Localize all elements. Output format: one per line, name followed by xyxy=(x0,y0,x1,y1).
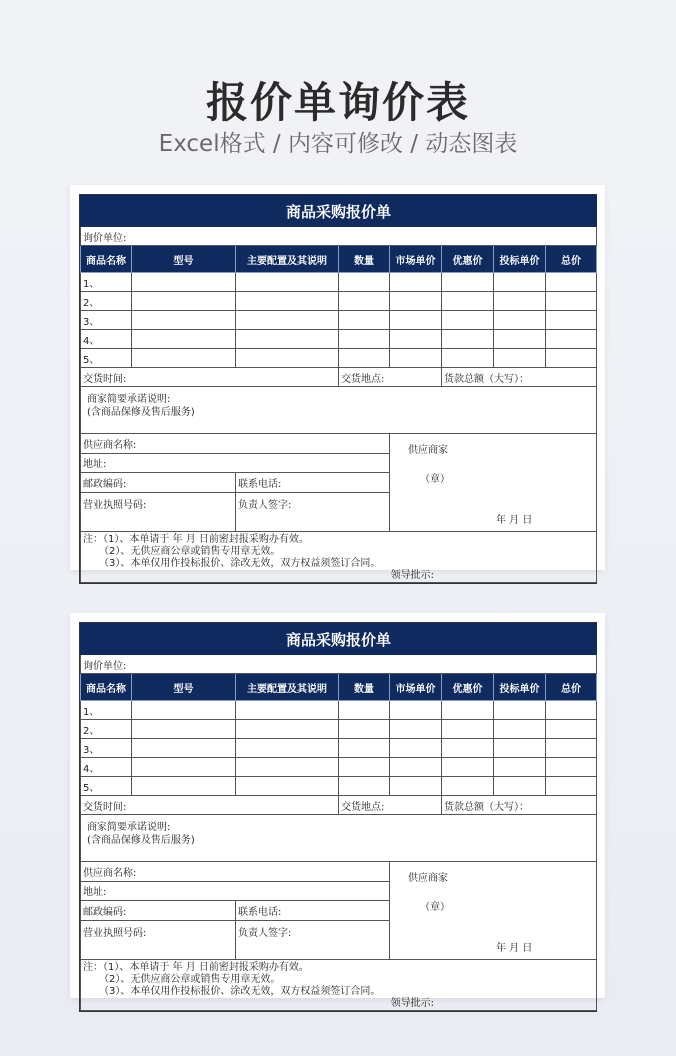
cell[interactable] xyxy=(546,311,597,330)
delivery-place-label: 交货地点: xyxy=(339,796,442,815)
cell[interactable] xyxy=(494,739,546,758)
item-row xyxy=(81,330,597,349)
col-header: 投标单价 xyxy=(494,246,546,273)
col-header: 商品名称 xyxy=(81,246,132,273)
row-number: 2、 xyxy=(81,292,132,311)
item-row xyxy=(81,777,597,796)
cell[interactable] xyxy=(494,311,546,330)
col-header: 优惠价 xyxy=(442,246,494,273)
delivery-time-label: 交货时间: xyxy=(81,796,339,815)
cell[interactable] xyxy=(236,349,339,368)
cell[interactable] xyxy=(546,758,597,777)
col-header: 优惠价 xyxy=(442,674,494,701)
col-header: 数量 xyxy=(339,674,390,701)
signature-label: 负责人签字: xyxy=(236,492,390,531)
quote-sheet xyxy=(79,194,597,584)
date-label: 年 月 日 xyxy=(496,943,533,954)
promise-label: 商家简要承诺说明: xyxy=(87,822,171,833)
cell[interactable] xyxy=(390,758,442,777)
total-amount-label: 货款总额（大写）： xyxy=(442,796,597,815)
postal-code-label: 邮政编码: xyxy=(81,901,236,921)
cell[interactable] xyxy=(339,777,390,796)
cell[interactable] xyxy=(132,701,236,720)
cell[interactable] xyxy=(236,720,339,739)
cell[interactable] xyxy=(339,758,390,777)
license-label: 营业执照号码: xyxy=(81,920,236,959)
license-label: 营业执照号码: xyxy=(81,492,236,531)
promise-note: (含商品保修及售后服务) xyxy=(87,407,195,418)
form-card-2 xyxy=(70,613,605,1009)
col-header: 数量 xyxy=(339,246,390,273)
cell[interactable] xyxy=(236,739,339,758)
item-row xyxy=(81,273,597,292)
phone-label: 联系电话: xyxy=(236,901,390,921)
cell[interactable] xyxy=(339,273,390,292)
cell[interactable] xyxy=(132,720,236,739)
quote-sheet xyxy=(79,622,597,1012)
cell[interactable] xyxy=(390,292,442,311)
date-label: 年 月 日 xyxy=(496,515,533,526)
cell[interactable] xyxy=(494,701,546,720)
col-header: 总价 xyxy=(546,246,597,273)
cell[interactable] xyxy=(546,292,597,311)
col-header: 市场单价 xyxy=(390,246,442,273)
address-label: 地址: xyxy=(81,881,390,901)
col-header: 主要配置及其说明 xyxy=(236,246,339,273)
address-label: 地址: xyxy=(81,453,390,473)
row-number: 4、 xyxy=(81,330,132,349)
cell[interactable] xyxy=(132,311,236,330)
item-row xyxy=(81,758,597,777)
col-header: 主要配置及其说明 xyxy=(236,674,339,701)
col-header: 总价 xyxy=(546,674,597,701)
supplier-name-label: 供应商名称: xyxy=(81,434,390,454)
cell[interactable] xyxy=(390,701,442,720)
item-row xyxy=(81,739,597,758)
row-number: 5、 xyxy=(81,777,132,796)
cell[interactable] xyxy=(390,330,442,349)
notes-cell xyxy=(81,532,597,583)
cell[interactable] xyxy=(132,330,236,349)
cell[interactable] xyxy=(494,720,546,739)
cell[interactable] xyxy=(236,311,339,330)
quote-table xyxy=(80,623,597,1011)
cell[interactable] xyxy=(339,349,390,368)
cell[interactable] xyxy=(339,311,390,330)
promise-cell[interactable] xyxy=(81,387,597,434)
cell[interactable] xyxy=(442,273,494,292)
cell[interactable] xyxy=(442,292,494,311)
col-header: 市场单价 xyxy=(390,674,442,701)
note-3: （3）、本单仅用作投标报价、涂改无效，双方权益须签订合同。 xyxy=(99,558,381,569)
cell[interactable] xyxy=(546,777,597,796)
cell[interactable] xyxy=(132,758,236,777)
leader-approval-label: 领导批示: xyxy=(390,998,435,1009)
note-2: （2）、无供应商公章或销售专用章无效。 xyxy=(99,974,281,985)
form-card-1 xyxy=(70,185,605,581)
col-header: 型号 xyxy=(132,246,236,273)
promise-note: (含商品保修及售后服务) xyxy=(87,835,195,846)
form-title: 商品采购报价单 xyxy=(81,196,597,227)
cell[interactable] xyxy=(442,758,494,777)
note-1: 注：（1）、本单请于 年 月 日前密封报采购办有效。 xyxy=(83,962,309,973)
cell[interactable] xyxy=(494,273,546,292)
cell[interactable] xyxy=(390,311,442,330)
header-row xyxy=(81,246,597,273)
quote-table xyxy=(80,195,597,583)
promise-label: 商家简要承诺说明: xyxy=(87,394,171,405)
cell[interactable] xyxy=(442,349,494,368)
cell[interactable] xyxy=(236,758,339,777)
postal-code-label: 邮政编码: xyxy=(81,473,236,493)
cell[interactable] xyxy=(339,701,390,720)
note-1: 注：（1）、本单请于 年 月 日前密封报采购办有效。 xyxy=(83,534,309,545)
cell[interactable] xyxy=(390,273,442,292)
cell[interactable] xyxy=(442,311,494,330)
col-header: 商品名称 xyxy=(81,674,132,701)
cell[interactable] xyxy=(494,758,546,777)
cell[interactable] xyxy=(236,330,339,349)
cell[interactable] xyxy=(442,777,494,796)
row-number: 5、 xyxy=(81,349,132,368)
cell[interactable] xyxy=(494,777,546,796)
promise-cell[interactable] xyxy=(81,815,597,862)
stamp-label: （章） xyxy=(420,902,450,913)
hero-subtitle: Excel格式 / 内容可修改 / 动态图表 xyxy=(158,131,518,157)
cell[interactable] xyxy=(132,349,236,368)
notes-cell xyxy=(81,960,597,1011)
total-amount-label: 货款总额（大写）： xyxy=(442,368,597,387)
cell[interactable] xyxy=(390,739,442,758)
supplier-stamp-label: 供应商家 xyxy=(408,445,448,456)
cell[interactable] xyxy=(132,292,236,311)
cell[interactable] xyxy=(132,273,236,292)
row-number: 1、 xyxy=(81,273,132,292)
cell[interactable] xyxy=(236,701,339,720)
stamp-label: （章） xyxy=(420,474,450,485)
supplier-stamp-area xyxy=(390,862,597,960)
cell[interactable] xyxy=(236,273,339,292)
form-title: 商品采购报价单 xyxy=(81,624,597,655)
cell[interactable] xyxy=(390,349,442,368)
cell[interactable] xyxy=(339,720,390,739)
item-row xyxy=(81,349,597,368)
cell[interactable] xyxy=(546,720,597,739)
delivery-time-label: 交货时间: xyxy=(81,368,339,387)
supplier-stamp-label: 供应商家 xyxy=(408,873,448,884)
cell[interactable] xyxy=(546,330,597,349)
cell[interactable] xyxy=(132,777,236,796)
row-number: 3、 xyxy=(81,739,132,758)
cell[interactable] xyxy=(442,720,494,739)
cell[interactable] xyxy=(339,739,390,758)
item-row xyxy=(81,311,597,330)
cell[interactable] xyxy=(132,739,236,758)
inquiry-unit-label: 询价单位: xyxy=(81,655,597,674)
cell[interactable] xyxy=(339,330,390,349)
item-row xyxy=(81,701,597,720)
cell[interactable] xyxy=(339,292,390,311)
item-row xyxy=(81,720,597,739)
cell[interactable] xyxy=(236,777,339,796)
leader-approval-label: 领导批示: xyxy=(390,570,435,581)
cell[interactable] xyxy=(390,720,442,739)
item-row xyxy=(81,292,597,311)
note-2: （2）、无供应商公章或销售专用章无效。 xyxy=(99,546,281,557)
cell[interactable] xyxy=(546,701,597,720)
cell[interactable] xyxy=(390,777,442,796)
row-number: 3、 xyxy=(81,311,132,330)
col-header: 投标单价 xyxy=(494,674,546,701)
inquiry-unit-label: 询价单位: xyxy=(81,227,597,246)
header-row xyxy=(81,674,597,701)
col-header: 型号 xyxy=(132,674,236,701)
row-number: 2、 xyxy=(81,720,132,739)
row-number: 1、 xyxy=(81,701,132,720)
cell[interactable] xyxy=(236,292,339,311)
cell[interactable] xyxy=(494,330,546,349)
cell[interactable] xyxy=(442,330,494,349)
cell[interactable] xyxy=(442,701,494,720)
row-number: 4、 xyxy=(81,758,132,777)
delivery-place-label: 交货地点: xyxy=(339,368,442,387)
cell[interactable] xyxy=(442,739,494,758)
cell[interactable] xyxy=(546,739,597,758)
cell[interactable] xyxy=(546,349,597,368)
cell[interactable] xyxy=(494,292,546,311)
phone-label: 联系电话: xyxy=(236,473,390,493)
hero-title: 报价单询价表 xyxy=(205,78,470,127)
note-3: （3）、本单仅用作投标报价、涂改无效，双方权益须签订合同。 xyxy=(99,986,381,997)
signature-label: 负责人签字: xyxy=(236,920,390,959)
cell[interactable] xyxy=(494,349,546,368)
supplier-stamp-area xyxy=(390,434,597,532)
cell[interactable] xyxy=(546,273,597,292)
supplier-name-label: 供应商名称: xyxy=(81,862,390,882)
